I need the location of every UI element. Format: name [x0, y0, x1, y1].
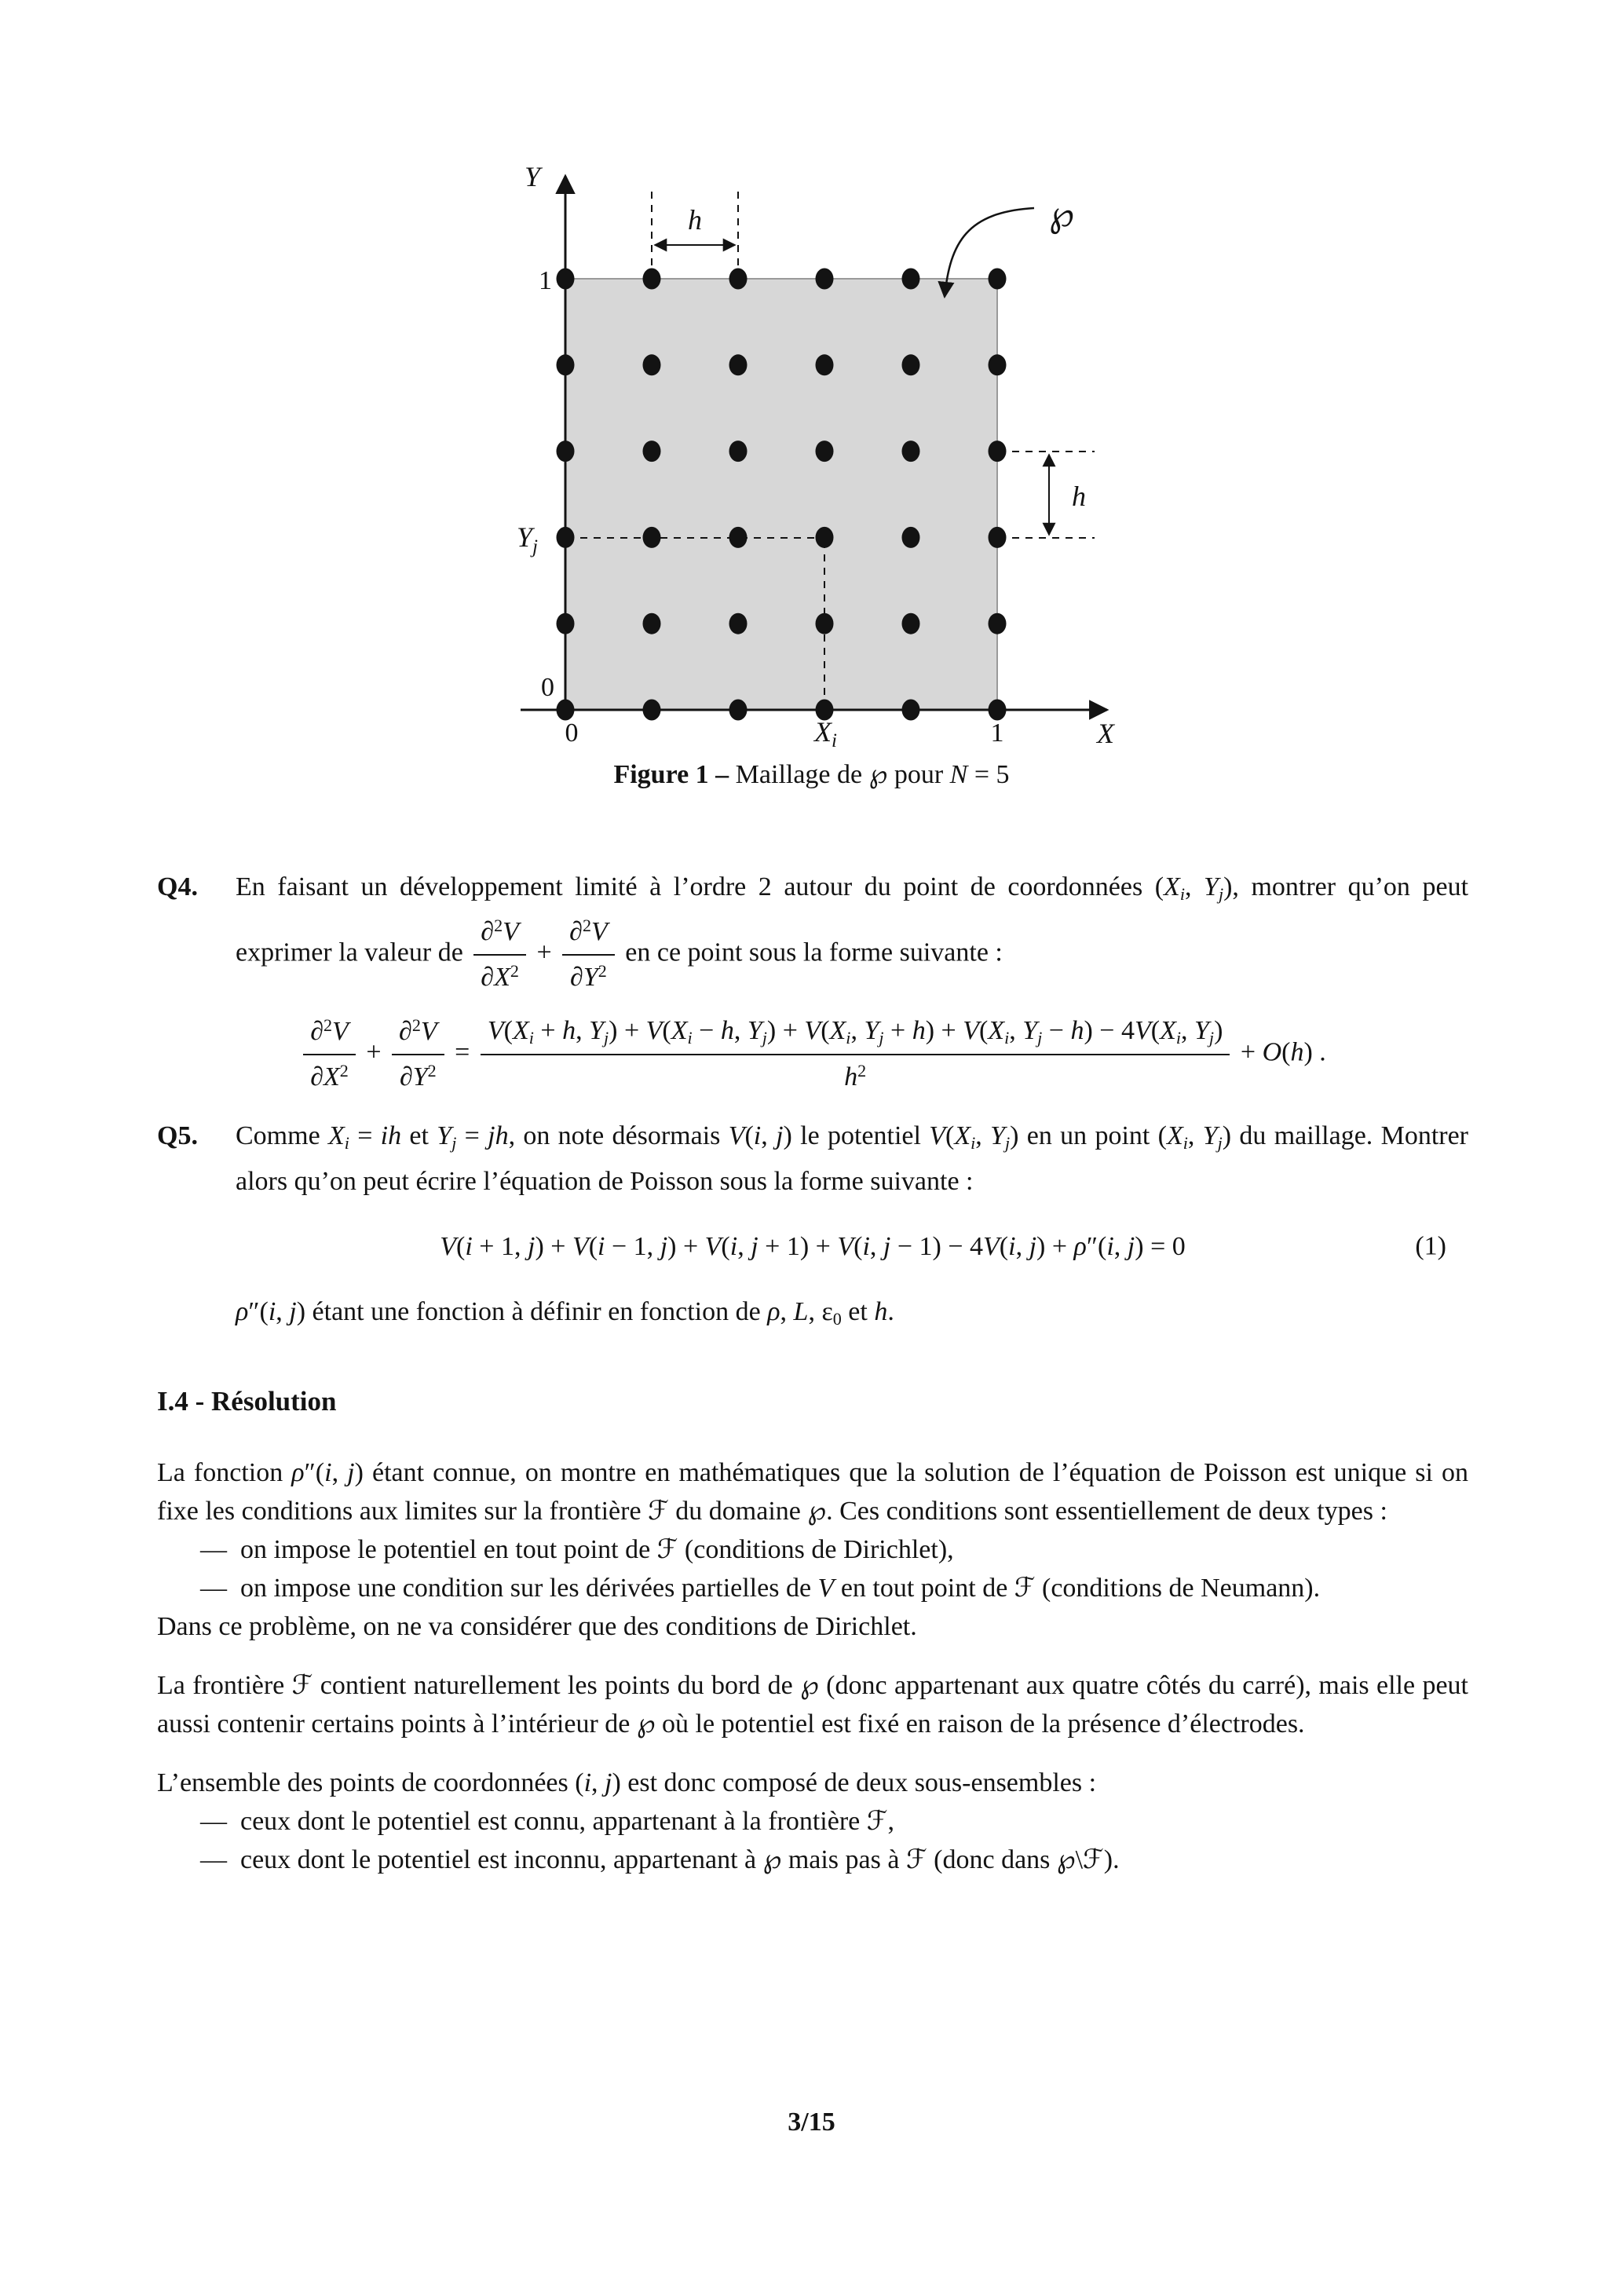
figure-1: [0, 0, 1623, 844]
mesh-point: [816, 441, 834, 462]
mesh-point: [989, 354, 1007, 375]
section-heading-i4: I.4 - Résolution: [157, 1386, 337, 1417]
h-right-label: h: [1072, 481, 1086, 512]
mesh-point: [989, 269, 1007, 290]
q5-note: ρ″(i, j) étant une fonction à définir en fonction de ρ, L, $\varepsilon_0$ et h.: [236, 1296, 894, 1329]
mesh-point: [643, 613, 661, 634]
h-top-label: h: [688, 204, 702, 236]
x-tick-xi: Xi: [814, 716, 837, 751]
domain-script-p-label: ℘: [1049, 194, 1075, 234]
x-tick-0: 0: [565, 718, 579, 748]
mesh-point: [557, 441, 575, 462]
paragraph-frontiere: La frontière ℱ contient naturellement les points du bord de ℘ (donc appartenant aux quatre côtés du carré), mais elle peut aussi contenir certains points à l’intérieur de ℘ où le potentiel est fixé en raison de la présence d’électrodes.: [157, 1671, 1468, 1738]
mesh-point: [816, 527, 834, 548]
mesh-point: [729, 441, 748, 462]
figure-1-diagram: [440, 110, 1178, 762]
mesh-point: [729, 269, 748, 290]
y-tick-1: 1: [539, 266, 552, 295]
mesh-point: [643, 441, 661, 462]
mesh-point: [729, 354, 748, 375]
mesh-point: [557, 527, 575, 548]
question-q4-label: Q4.: [157, 872, 198, 901]
mesh-point: [557, 613, 575, 634]
mesh-point: [816, 613, 834, 634]
bullet-dirichlet: — on impose le potentiel en tout point de ℱ (conditions de Dirichlet),: [200, 1535, 954, 1564]
mesh-point: [643, 527, 661, 548]
equation-1-row: [157, 1227, 1468, 1266]
paragraph-ensemble: L’ensemble des points de coordonnées (i, j) est donc composé de deux sous-ensembles :: [157, 1768, 1097, 1797]
domain-square: [565, 279, 997, 710]
mesh-point: [902, 354, 920, 375]
figure-caption: Figure 1 – Maillage de ℘ pour N = 5: [613, 760, 1010, 789]
mesh-point: [729, 613, 748, 634]
question-q5-text: Comme $X_i$ = ih et $Y_j$ = jh, on note désormais V(i, j) le potentiel $V(X_i$, $Y_j$) en un point ($X_i$, $Y_j$) du maillage. Montrer alors qu’on peut écrire l’équation de Poisson sous la forme suivante :: [236, 1121, 1468, 1196]
mesh-point: [989, 527, 1007, 548]
mesh-point: [902, 441, 920, 462]
mesh-point: [557, 700, 575, 721]
y-axis-label: Y: [524, 161, 541, 192]
mesh-point: [643, 269, 661, 290]
mesh-point: [729, 527, 748, 548]
equation-1: V(i + 1, j) + V(i − 1, j) + V(i, j + 1) + V(i, j − 1) − 4V(i, j) + ρ″(i, j) = 0: [440, 1231, 1186, 1261]
question-q4-text: En faisant un développement limité à l’ordre 2 autour du point de coordonnées ($X_i$, $Y_j$), montrer qu’on peut exprimer la valeur de $\frac{\partial^2V}{\partial X^2}$ + $\frac{\partial^2V}{\partial Y^2}$ en ce point sous la forme suivante :: [236, 872, 1469, 992]
mesh-point: [989, 700, 1007, 721]
mesh-point: [557, 269, 575, 290]
mesh-point: [557, 354, 575, 375]
bullet-neumann: — on impose une condition sur les dérivées partielles de V en tout point de ℱ (conditions de Neumann).: [200, 1574, 1321, 1603]
x-tick-1: 1: [990, 718, 1004, 748]
mesh-point: [643, 354, 661, 375]
paragraph-conditions: La fonction ρ″(i, j) étant connue, on montre en mathématiques que la solution de l’équation de Poisson est unique si on fixe les conditions aux limites sur la frontière ℱ du domaine ℘. Ces conditions sont essentiellement de deux types :: [157, 1458, 1469, 1526]
paragraph-dirichlet-only: Dans ce problème, on ne va considérer que des conditions de Dirichlet.: [157, 1612, 917, 1641]
question-q4: [157, 868, 1468, 996]
page-body: [0, 868, 1623, 1879]
bullet-potentiel-inconnu: — ceux dont le potentiel est inconnu, appartenant à ℘ mais pas à ℱ (donc dans ℘\ℱ).: [200, 1845, 1120, 1874]
x-axis-label: X: [1097, 718, 1114, 749]
mesh-point: [902, 613, 920, 634]
y-tick-0: 0: [541, 673, 554, 702]
question-q5: [157, 1117, 1468, 1201]
mesh-point: [902, 527, 920, 548]
y-tick-yj: $Y_j$: [517, 521, 538, 558]
page-number: 3/15: [788, 2108, 835, 2137]
mesh-point: [816, 354, 834, 375]
mesh-point: [643, 700, 661, 721]
question-q5-label: Q5.: [157, 1121, 198, 1150]
bullet-potentiel-connu: — ceux dont le potentiel est connu, appartenant à la frontière ℱ,: [200, 1807, 894, 1836]
mesh-point: [989, 613, 1007, 634]
mesh-point: [816, 269, 834, 290]
q4-display-equation: $\frac{\partial^2V}{\partial X^2}$ + $\frac{\partial^2V}{\partial Y^2}$ = $V(X_i + h$, $Y_j) + V(X_i - h$, $Y_j) + V(X_i$, $Y_j + h) + V(X_i$, $Y_j - h) - 4V(X_i$, $Y_j$) $h^2$ + O(h) .: [157, 1013, 1468, 1095]
mesh-point: [729, 700, 748, 721]
mesh-point: [902, 269, 920, 290]
equation-1-number: (1): [1415, 1231, 1446, 1261]
mesh-point: [902, 700, 920, 721]
mesh-point: [989, 441, 1007, 462]
